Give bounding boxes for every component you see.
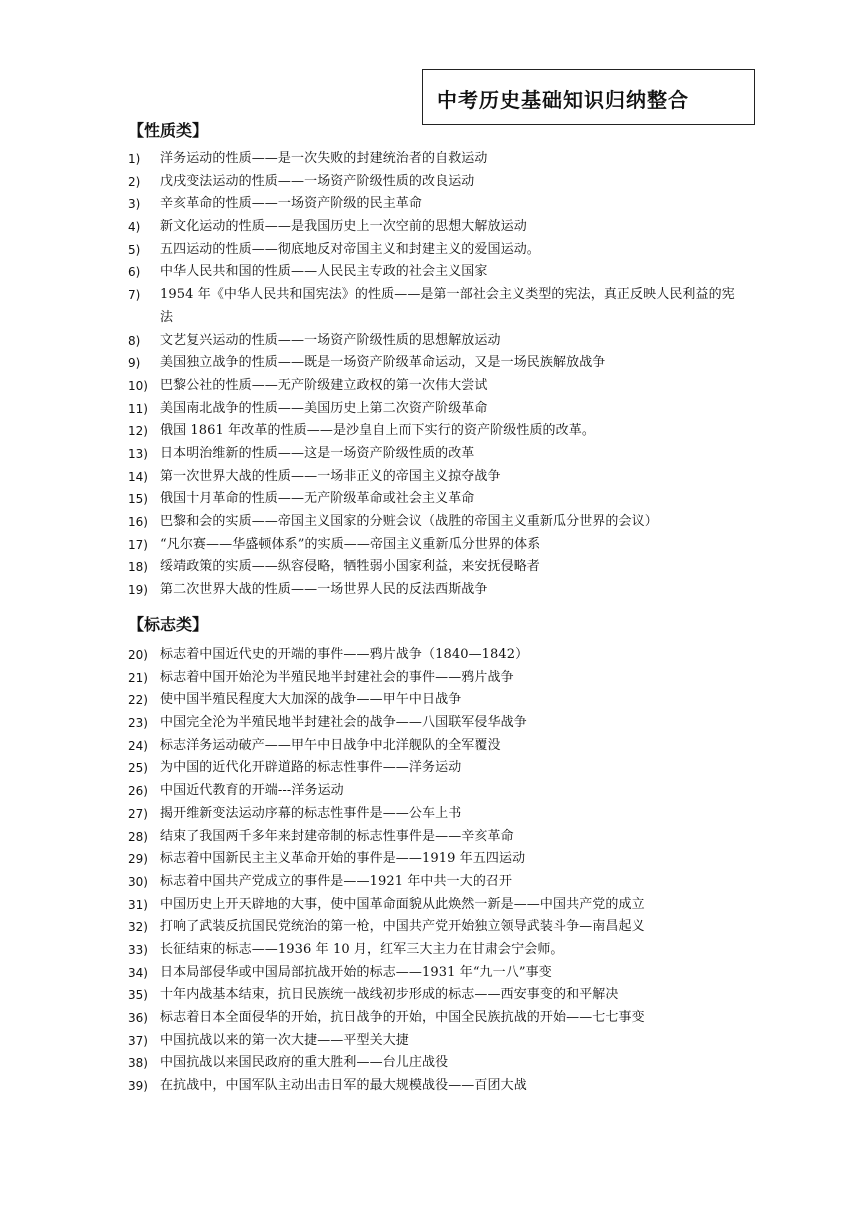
section-heading-nature: 【性质类】 xyxy=(128,121,209,140)
item-text: 中国历史上开天辟地的大事，使中国革命面貌从此焕然一新是——中国共产党的成立 xyxy=(160,896,645,912)
item-number: 5) xyxy=(128,242,141,257)
list-item xyxy=(0,171,860,194)
item-number: 3) xyxy=(128,197,141,212)
item-text: 标志着日本全面侵华的开始，抗日战争的开始，中国全民族抗战的开始——七七事变 xyxy=(160,1010,645,1025)
list-item xyxy=(0,488,860,511)
item-text: 为中国的近代化开辟道路的标志性事件——洋务运动 xyxy=(160,760,462,776)
list-item xyxy=(0,916,860,939)
section-heading-landmark: 【标志类】 xyxy=(128,615,209,634)
list-item xyxy=(0,534,860,557)
item-number: 11) xyxy=(128,401,148,416)
item-number: 15) xyxy=(128,492,148,507)
item-text: 文艺复兴运动的性质——一场资产阶级性质的思想解放运动 xyxy=(160,332,501,348)
title-box xyxy=(422,69,755,125)
list-item xyxy=(0,1075,860,1098)
item-number: 33) xyxy=(128,942,148,957)
item-text: 第二次世界大战的性质——一场世界人民的反法西斯战争 xyxy=(160,582,488,598)
list-item xyxy=(0,712,860,735)
item-number: 39) xyxy=(128,1079,148,1094)
item-text: 巴黎公社的性质——无产阶级建立政权的第一次伟大尝试 xyxy=(160,377,488,393)
item-number: 1) xyxy=(128,152,141,166)
item-text: 日本明治维新的性质——这是一场资产阶级性质的改革 xyxy=(160,445,475,461)
list-item xyxy=(0,556,860,579)
item-text: 标志着中国共产党成立的事件是——1921 年中共一大的召开 xyxy=(160,873,513,889)
item-number: 14) xyxy=(128,469,148,484)
list-item xyxy=(0,1052,860,1075)
nature-list xyxy=(0,148,860,602)
item-number: 4) xyxy=(128,220,141,235)
list-item xyxy=(0,511,860,534)
list-item xyxy=(0,848,860,871)
list-item xyxy=(0,466,860,489)
item-number: 26) xyxy=(128,784,148,799)
item-text: 揭开维新变法运动序幕的标志性事件是——公车上书 xyxy=(160,805,462,821)
item-number: 34) xyxy=(128,965,148,980)
list-item xyxy=(0,1030,860,1053)
list-item xyxy=(0,193,860,216)
list-item xyxy=(0,216,860,239)
item-text: 日本局部侵华或中国局部抗战开始的标志——1931 年“九一八”事变 xyxy=(160,964,552,980)
item-number: 22) xyxy=(128,693,148,708)
list-item xyxy=(0,398,860,421)
item-number: 36) xyxy=(128,1011,148,1025)
item-number: 31) xyxy=(128,897,148,912)
item-number: 38) xyxy=(128,1056,148,1071)
list-item xyxy=(0,871,860,894)
item-number: 23) xyxy=(128,716,148,731)
item-text: 巴黎和会的实质——帝国主义国家的分赃会议（战胜的帝国主义重新瓜分世界的会议） xyxy=(160,514,658,530)
list-item xyxy=(0,1007,860,1030)
list-item xyxy=(0,579,860,602)
item-number: 37) xyxy=(128,1033,148,1048)
item-number: 18) xyxy=(128,560,148,575)
list-item xyxy=(0,984,860,1007)
list-item xyxy=(0,803,860,826)
item-number: 29) xyxy=(128,852,148,867)
item-text: 十年内战基本结束，抗日民族统一战线初步形成的标志——西安事变的和平解决 xyxy=(160,987,619,1003)
item-text: “凡尔赛——华盛顿体系”的实质——帝国主义重新瓜分世界的体系 xyxy=(160,536,541,552)
list-item xyxy=(0,826,860,849)
item-text: 洋务运动的性质——是一次失败的封建统治者的自救运动 xyxy=(160,151,488,166)
item-number: 7) xyxy=(128,288,141,303)
list-item xyxy=(0,375,860,398)
item-text: 中国完全沦为半殖民地半封建社会的战争——八国联军侵华战争 xyxy=(160,715,527,731)
list-item xyxy=(0,757,860,780)
item-number: 6) xyxy=(128,265,141,280)
item-text: 标志着中国开始沦为半殖民地半封建社会的事件——鸦片战争 xyxy=(160,669,514,685)
list-item xyxy=(0,894,860,917)
item-number: 25) xyxy=(128,761,148,776)
item-number: 35) xyxy=(128,988,148,1003)
item-number: 2) xyxy=(128,174,141,189)
item-text: 在抗战中，中国军队主动出击日军的最大规模战役——百团大战 xyxy=(160,1078,527,1094)
list-item xyxy=(0,939,860,962)
item-number: 19) xyxy=(128,583,148,598)
item-text: 戊戌变法运动的性质——一场资产阶级性质的改良运动 xyxy=(160,173,475,189)
item-text: 标志洋务运动破产——甲午中日战争中北洋舰队的全军覆没 xyxy=(160,737,501,753)
item-number: 21) xyxy=(128,670,148,685)
page-title: 中考历史基础知识归纳整合 xyxy=(437,88,689,112)
item-number: 13) xyxy=(128,446,148,461)
item-text: 中国近代教育的开端---洋务运动 xyxy=(160,783,344,799)
item-number: 27) xyxy=(128,806,148,821)
item-number: 10) xyxy=(128,378,148,393)
list-item xyxy=(0,735,860,758)
list-item xyxy=(0,644,860,667)
item-text: 第一次世界大战的性质——一场非正义的帝国主义掠夺战争 xyxy=(160,468,501,484)
landmark-list xyxy=(0,644,860,1098)
item-number: 30) xyxy=(128,874,148,889)
list-item xyxy=(0,443,860,466)
item-number: 24) xyxy=(128,738,148,753)
list-item xyxy=(0,667,860,690)
list-item xyxy=(0,689,860,712)
item-text: 结束了我国两千多年来封建帝制的标志性事件是——辛亥革命 xyxy=(160,828,514,844)
item-text: 五四运动的性质——彻底地反对帝国主义和封建主义的爱国运动。 xyxy=(160,241,540,257)
list-item xyxy=(0,330,860,353)
item-number: 9) xyxy=(128,356,141,371)
item-number: 20) xyxy=(128,648,148,662)
item-text: 新文化运动的性质——是我国历史上一次空前的思想大解放运动 xyxy=(160,219,527,235)
list-item xyxy=(0,420,860,443)
item-text: 俄国十月革命的性质——无产阶级革命或社会主义革命 xyxy=(160,491,475,507)
item-text: 辛亥革命的性质——一场资产阶级的民主革命 xyxy=(160,196,423,212)
item-text: 打响了武装反抗国民党统治的第一枪，中国共产党开始独立领导武装斗争—南昌起义 xyxy=(160,919,645,935)
item-text: 使中国半殖民程度大大加深的战争——甲午中日战争 xyxy=(160,692,462,708)
item-text: 中华人民共和国的性质——人民民主专政的社会主义国家 xyxy=(160,264,488,280)
item-number: 32) xyxy=(128,920,148,935)
item-number: 17) xyxy=(128,537,148,552)
item-number: 16) xyxy=(128,515,148,530)
item-text: 绥靖政策的实质——纵容侵略，牺牲弱小国家利益，来安抚侵略者 xyxy=(160,559,540,575)
list-item xyxy=(0,148,860,171)
list-item xyxy=(0,261,860,284)
list-item xyxy=(0,239,860,262)
item-text: 俄国 1861 年改革的性质——是沙皇自上而下实行的资产阶级性质的改革。 xyxy=(160,423,595,439)
list-item xyxy=(0,352,860,375)
item-text: 1954 年《中华人民共和国宪法》的性质——是第一部社会主义类型的宪法，真正反映人民利益的宪法 xyxy=(160,287,735,325)
list-item xyxy=(0,284,860,329)
item-number: 8) xyxy=(128,333,141,348)
item-text: 长征结束的标志——1936 年 10 月，红军三大主力在甘肃会宁会师。 xyxy=(160,941,564,957)
item-number: 12) xyxy=(128,424,148,439)
list-item xyxy=(0,780,860,803)
item-text: 标志着中国近代史的开端的事件——鸦片战争（1840—1842） xyxy=(160,647,529,662)
item-text: 美国独立战争的性质——既是一场资产阶级革命运动，又是一场民族解放战争 xyxy=(160,355,606,371)
item-text: 中国抗战以来国民政府的重大胜利——台儿庄战役 xyxy=(160,1055,449,1071)
item-text: 美国南北战争的性质——美国历史上第二次资产阶级革命 xyxy=(160,400,488,416)
item-text: 标志着中国新民主主义革命开始的事件是——1919 年五四运动 xyxy=(160,851,526,867)
list-item xyxy=(0,962,860,985)
item-text: 中国抗战以来的第一次大捷——平型关大捷 xyxy=(160,1032,409,1048)
item-number: 28) xyxy=(128,829,148,844)
